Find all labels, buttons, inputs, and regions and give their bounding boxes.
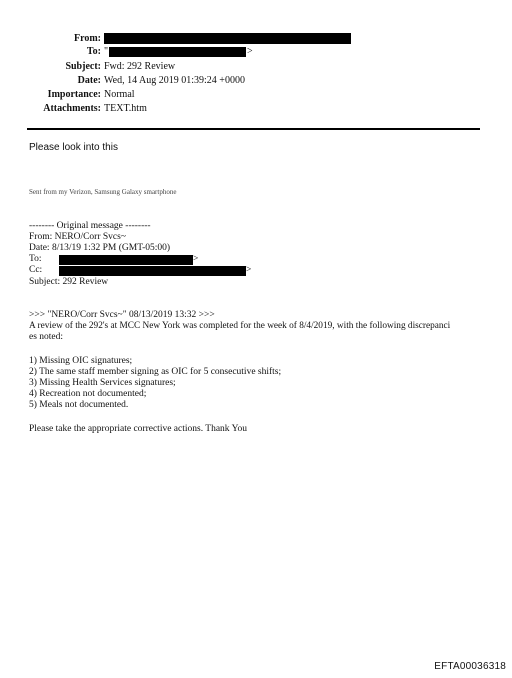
original-to-label: To: — [29, 254, 42, 264]
subject-value: Fwd: 292 Review — [104, 61, 176, 72]
discrepancy-item: 2) The same staff member signing as OIC for 5 consecutive shifts; — [29, 367, 282, 377]
attachments-label: Attachments: — [43, 103, 101, 114]
original-to-redaction — [59, 255, 193, 265]
closing-line: Please take the appropriate corrective actions. Thank You — [29, 424, 247, 434]
message-signature: Sent from my Verizon, Samsung Galaxy smartphone — [29, 188, 177, 196]
from-redaction — [104, 33, 351, 44]
importance-value: Normal — [104, 89, 135, 100]
review-intro-line2: es noted: — [29, 332, 64, 342]
quote-header: >>> "NERO/Corr Svcs~" 08/13/2019 13:32 >>> — [29, 310, 215, 320]
document-id: EFTA00036318 — [434, 661, 506, 672]
to-label: To: — [86, 46, 101, 57]
importance-label: Importance: — [47, 89, 101, 100]
header-divider — [27, 128, 480, 130]
to-suffix: > — [247, 46, 253, 57]
original-to-suffix: > — [193, 254, 199, 264]
original-from: From: NERO/Corr Svcs~ — [29, 232, 126, 242]
original-cc-suffix: > — [246, 265, 252, 275]
original-date: Date: 8/13/19 1:32 PM (GMT-05:00) — [29, 243, 171, 253]
original-cc-redaction — [59, 266, 246, 276]
discrepancy-item: 3) Missing Health Services signatures; — [29, 378, 176, 388]
to-redaction — [109, 47, 246, 57]
discrepancy-item: 4) Recreation not documented; — [29, 389, 147, 399]
original-cc-label: Cc: — [29, 265, 43, 275]
original-subject: Subject: 292 Review — [29, 277, 109, 287]
message-body: Please look into this — [29, 142, 118, 153]
discrepancy-item: 5) Meals not documented. — [29, 400, 129, 410]
date-label: Date: — [77, 75, 101, 86]
review-intro-line1: A review of the 292's at MCC New York was completed for the week of 8/4/2019, with the following discrepanci — [29, 321, 451, 331]
original-divider: -------- Original message -------- — [29, 221, 151, 231]
subject-label: Subject: — [65, 61, 101, 72]
date-value: Wed, 14 Aug 2019 01:39:24 +0000 — [104, 75, 245, 86]
discrepancy-item: 1) Missing OIC signatures; — [29, 356, 133, 366]
attachments-value: TEXT.htm — [104, 103, 147, 114]
from-label: From: — [73, 33, 101, 44]
to-prefix: " — [104, 46, 109, 57]
